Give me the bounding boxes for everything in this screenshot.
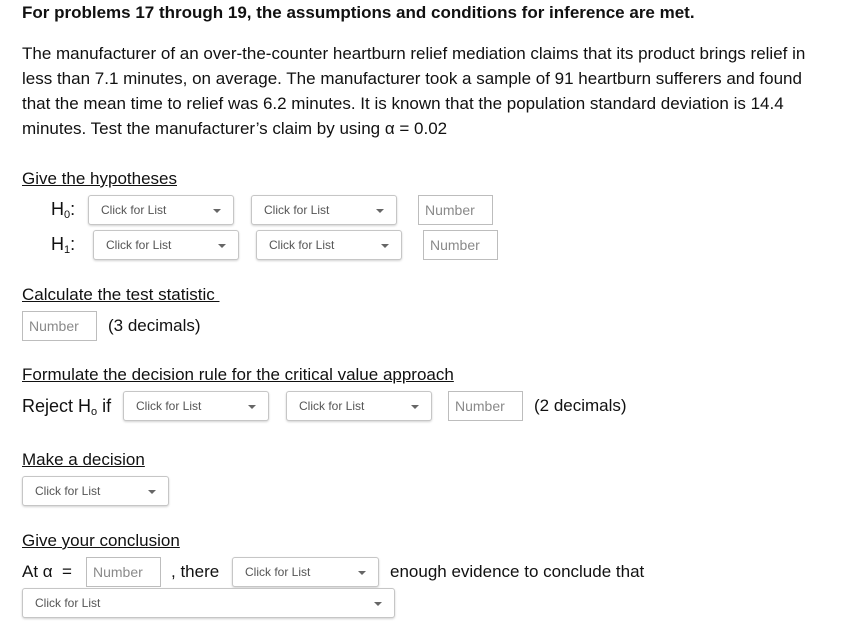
h1-parameter-select[interactable] <box>93 230 239 260</box>
enough-evidence-label: enough evidence to conclude that <box>390 562 645 581</box>
h1-label <box>51 234 75 256</box>
select-placeholder: Click for List <box>136 399 202 413</box>
decision-rule-heading: Formulate the decision rule for the critical value approach <box>22 365 454 384</box>
decision-rule-statistic-select[interactable] <box>123 391 269 421</box>
h1-value-input[interactable] <box>423 230 498 260</box>
h1-subscript: 1 <box>64 244 71 256</box>
test-statistic-decimals-note: (3 decimals) <box>108 316 201 335</box>
select-placeholder: Click for List <box>269 238 335 252</box>
chevron-down-icon <box>381 244 389 248</box>
h0-value-input[interactable] <box>418 195 493 225</box>
reject-subscript: o <box>91 406 98 418</box>
problem-line: less than 7.1 minutes, on average. The manufacturer took a sample of 91 heartburn sufferers and found <box>22 69 802 88</box>
select-placeholder: Click for List <box>264 203 330 217</box>
conclusion-heading: Give your conclusion <box>22 531 180 550</box>
test-statistic-input[interactable] <box>22 311 97 341</box>
there-label: , there <box>171 562 220 581</box>
problem-line: The manufacturer of an over-the-counter heartburn relief mediation claims that its product brings relief in <box>22 44 806 63</box>
chevron-down-icon <box>148 490 156 494</box>
select-placeholder: Click for List <box>245 565 311 579</box>
h0-parameter-select[interactable] <box>88 195 234 225</box>
h0-subscript: 0 <box>64 209 71 221</box>
problem-statement <box>22 41 857 141</box>
reject-suffix: if <box>97 396 112 416</box>
chevron-down-icon <box>376 209 384 213</box>
h1-operator-select[interactable] <box>256 230 402 260</box>
h1-colon: : <box>70 234 76 254</box>
chevron-down-icon <box>213 209 221 213</box>
h1-letter: H <box>51 234 64 254</box>
chevron-down-icon <box>358 571 366 575</box>
critical-value-input[interactable] <box>448 391 523 421</box>
decision-heading: Make a decision <box>22 450 145 469</box>
reject-prefix: Reject H <box>22 396 92 416</box>
select-placeholder: Click for List <box>299 399 365 413</box>
decision-rule-operator-select[interactable] <box>286 391 432 421</box>
test-statistic-heading: Calculate the test statistic <box>22 285 220 304</box>
select-placeholder: Click for List <box>106 238 172 252</box>
chevron-down-icon <box>374 602 382 606</box>
problem-line: that the mean time to relief was 6.2 minutes. It is known that the population standard deviation is 14.4 <box>22 94 784 113</box>
chevron-down-icon <box>248 405 256 409</box>
critical-value-decimals-note: (2 decimals) <box>534 396 627 415</box>
reject-h0-label <box>22 396 111 418</box>
select-placeholder: Click for List <box>35 596 101 610</box>
chevron-down-icon <box>411 405 419 409</box>
at-alpha-label: At α = <box>22 562 72 581</box>
evidence-select[interactable] <box>232 557 379 587</box>
select-placeholder: Click for List <box>35 484 101 498</box>
conclusion-select[interactable] <box>22 588 395 618</box>
h0-label <box>51 199 75 221</box>
h0-colon: : <box>70 199 76 219</box>
chevron-down-icon <box>218 244 226 248</box>
h0-operator-select[interactable] <box>251 195 397 225</box>
decision-select[interactable] <box>22 476 169 506</box>
page-title: For problems 17 through 19, the assumptions and conditions for inference are met. <box>22 3 695 22</box>
h0-letter: H <box>51 199 64 219</box>
select-placeholder: Click for List <box>101 203 167 217</box>
problem-line: minutes. Test the manufacturer’s claim by using α = 0.02 <box>22 119 448 138</box>
hypotheses-heading: Give the hypotheses <box>22 169 177 188</box>
alpha-input[interactable] <box>86 557 161 587</box>
